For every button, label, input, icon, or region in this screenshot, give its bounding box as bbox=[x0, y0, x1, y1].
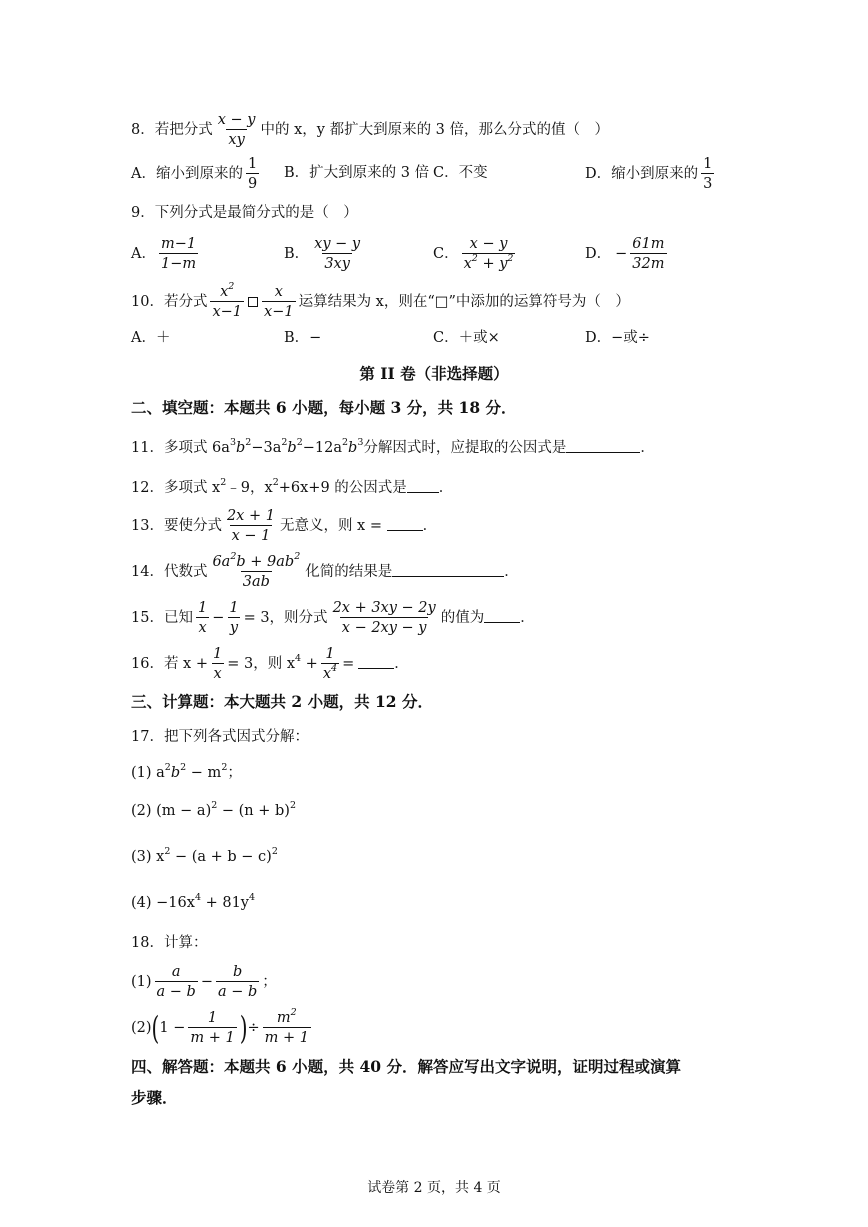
fraction: $\frac{2x + 3xy - 2y}{x - 2xy - y}$ bbox=[332, 600, 436, 636]
question-14: 14．代数式 $\frac{6a^2b + 9ab^2}{3ab}$ 化简的结果是 ． bbox=[131, 551, 519, 590]
question-8-option-a: A．缩小到原来的 $\frac{1}{9}$ bbox=[131, 156, 258, 192]
fraction: $\frac{x - y}{x^2 + y^2}$ bbox=[463, 236, 514, 272]
answer-blank[interactable] bbox=[392, 564, 504, 577]
section-3-heading: 三、计算题：本大题共 2 小题，共 12 分． bbox=[131, 692, 433, 711]
part-2-title: 第 II 卷（非选择题） bbox=[359, 364, 509, 383]
fraction: $\frac{a}{a - b}$ bbox=[156, 964, 196, 1000]
question-9-stem: 9．下列分式是最简分式的是（ ） bbox=[131, 205, 358, 221]
fraction: $\frac{x^2}{x-1}$ bbox=[212, 281, 243, 320]
question-10-option-d: D．−或÷ bbox=[585, 330, 650, 346]
question-9-option-c: C． $\frac{x - y}{x^2 + y^2}$ bbox=[433, 236, 514, 272]
question-8-option-c: C．不变 bbox=[433, 165, 488, 181]
question-9-option-a: A． $\frac{m-1}{1-m}$ bbox=[131, 236, 197, 272]
fraction: $\frac{1}{9}$ bbox=[247, 156, 258, 192]
fraction: $\frac{m^2}{m + 1}$ bbox=[264, 1007, 309, 1046]
answer-blank[interactable] bbox=[484, 610, 520, 623]
question-8-stem: 8．若把分式 $\frac{x - y}{xy}$ 中的 x，y 都扩大到原来的 3 倍，那么分式的值（ ） bbox=[131, 112, 610, 148]
fraction: $\frac{1}{y}$ bbox=[229, 600, 239, 636]
fraction: $\frac{xy - y}{3xy}$ bbox=[314, 236, 361, 272]
fraction: $\frac{m-1}{1-m}$ bbox=[160, 236, 197, 272]
section-4-heading: 四、解答题：本题共 6 小题，共 40 分．解答应写出文字说明，证明过程或演算 bbox=[131, 1057, 681, 1076]
question-10-stem: 10．若分式 $\frac{x^2}{x-1}$ $\frac{x}{x-1}$ 运算结果为 x，则在“□”中添加的运算符号为（ ） bbox=[131, 281, 630, 320]
question-10-option-c: C．＋或× bbox=[433, 330, 500, 346]
fraction: $\frac{1}{x}$ bbox=[197, 600, 208, 636]
answer-blank[interactable] bbox=[358, 656, 394, 669]
question-9-option-d: D． − $\frac{61m}{32m}$ bbox=[585, 236, 665, 272]
question-8-option-b: B．扩大到原来的 3 倍 bbox=[284, 165, 430, 181]
answer-blank[interactable] bbox=[387, 518, 423, 531]
question-10-option-a: A．＋ bbox=[131, 330, 171, 346]
section-2-heading: 二、填空题：本题共 6 小题，每小题 3 分，共 18 分． bbox=[131, 398, 517, 417]
fraction: $\frac{x}{x-1}$ bbox=[264, 284, 294, 320]
blank-operator-box bbox=[248, 297, 258, 307]
fraction: $\frac{1}{x^4}$ bbox=[322, 646, 338, 682]
question-18-part-2: (2)(1 − $\frac{1}{m + 1}$ )÷ $\frac{m^2}{m + 1}$ bbox=[131, 1007, 309, 1048]
question-17-part-1: (1) $a^2b^2 - m^2$； bbox=[131, 762, 242, 781]
fraction: $\frac{6a^2b + 9ab^2}{3ab}$ bbox=[212, 551, 301, 590]
question-17-stem: 17．把下列各式因式分解： bbox=[131, 729, 309, 745]
question-17-part-3: (3) $x^2 - (a + b - c)^2$ bbox=[131, 846, 278, 865]
answer-blank[interactable] bbox=[566, 440, 640, 453]
section-4-heading-cont: 步骤． bbox=[131, 1088, 178, 1107]
question-9-option-b: B． $\frac{xy - y}{3xy}$ bbox=[284, 236, 361, 272]
question-11: 11．多项式 $6a^3b^2-3a^2b^2-12a^2b^3$分解因式时，应提取的公因式是 ． bbox=[131, 437, 655, 456]
question-18-part-1: (1) $\frac{a}{a - b}$ − $\frac{b}{a - b}$ ； bbox=[131, 964, 277, 1000]
fraction: $\frac{b}{a - b}$ bbox=[218, 964, 258, 1000]
fraction: $\frac{x - y}{xy}$ bbox=[217, 112, 256, 148]
question-13: 13．要使分式 $\frac{2x + 1}{x - 1}$ 无意义，则 x = ． bbox=[131, 508, 438, 544]
fraction: $\frac{1}{3}$ bbox=[703, 156, 713, 192]
page-footer: 试卷第 2 页，共 4 页 bbox=[367, 1180, 501, 1196]
fraction: $\frac{2x + 1}{x - 1}$ bbox=[226, 508, 275, 544]
question-10-option-b: B．− bbox=[284, 330, 322, 346]
fraction: $\frac{61m}{32m}$ bbox=[632, 236, 665, 272]
fraction: $\frac{1}{x}$ bbox=[213, 646, 223, 682]
question-8-option-d: D．缩小到原来的 $\frac{1}{3}$ bbox=[585, 156, 713, 192]
question-17-part-2: (2) $(m - a)^2 - (n + b)^2$ bbox=[131, 800, 296, 819]
question-15: 15．已知 $\frac{1}{x}$ − $\frac{1}{y}$ = 3，则分式 $\frac{2x + 3xy - 2y}{x - 2xy - y}$ 的值为 ． bbox=[131, 600, 535, 636]
question-12: 12．多项式 $x^2﹣9$，$x^2+6x+9$ 的公因式是 ． bbox=[131, 477, 454, 496]
answer-blank[interactable] bbox=[407, 480, 439, 493]
fraction: $\frac{1}{m + 1}$ bbox=[190, 1010, 235, 1046]
question-17-part-4: $(4) -16x^4 + 81y^4$ bbox=[131, 892, 256, 911]
question-18-stem: 18．计算： bbox=[131, 935, 208, 951]
question-16: 16．若 x + $\frac{1}{x}$ = 3，则 $x^4$ + $\frac{1}{x^4}$ = ． bbox=[131, 646, 409, 682]
